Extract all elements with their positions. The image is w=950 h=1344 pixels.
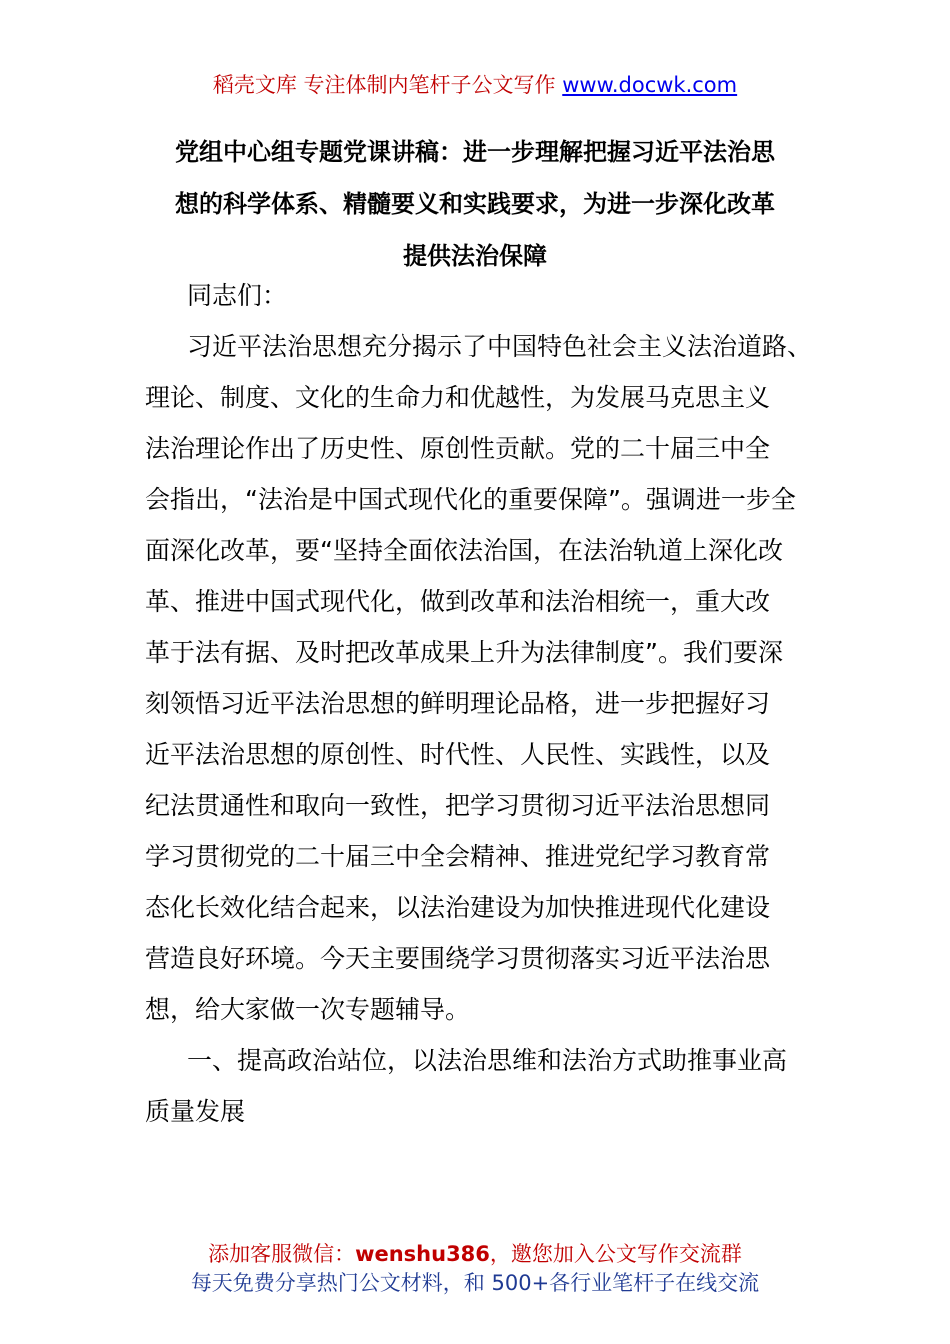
salutation: 同志们： — [187, 281, 288, 310]
paragraph-line: 近平法治思想的原创性、时代性、人民性、实践性，以及 — [145, 740, 771, 769]
paragraph-line: 会指出，“法治是中国式现代化的重要保障”。强调进一步全 — [145, 485, 796, 514]
title-line: 提供法治保障 — [403, 242, 547, 270]
paragraph-line: 面深化改革，要“坚持全面依法治国，在法治轨道上深化改 — [145, 536, 783, 565]
paragraph-line: 革于法有据、及时把改革成果上升为法律制度”。我们要深 — [145, 638, 783, 667]
footer-suffix: ，邀您加入公文写作交流群 — [489, 1242, 742, 1266]
page-header — [0, 70, 950, 100]
paragraph-line: 革、推进中国式现代化，做到改革和法治相统一，重大改 — [145, 587, 771, 616]
section-heading-line: 一、提高政治站位，以法治思维和法治方式助推事业高 — [187, 1046, 788, 1075]
section-heading-line: 质量发展 — [145, 1097, 246, 1126]
paragraph-line: 刻领悟习近平法治思想的鲜明理论品格，进一步把握好习 — [145, 689, 771, 718]
header-site-link[interactable]: www.docwk.com — [562, 73, 738, 97]
title-line: 党组中心组专题党课讲稿：进一步理解把握习近平法治思 — [175, 138, 775, 166]
footer-prefix: 添加客服微信： — [208, 1242, 356, 1266]
title-line: 想的科学体系、精髓要义和实践要求，为进一步深化改革 — [175, 190, 775, 218]
document-title — [145, 126, 805, 282]
page-footer — [0, 1240, 950, 1298]
footer-wechat-id: wenshu386 — [355, 1242, 490, 1266]
footer-contact-line — [0, 1240, 950, 1269]
paragraph-line: 法治理论作出了历史性、原创性贡献。党的二十届三中全 — [145, 434, 771, 463]
header-brand-text: 稻壳文库 专注体制内笔杆子公文写作 — [212, 73, 556, 97]
paragraph-line: 纪法贯通性和取向一致性，把学习贯彻习近平法治思想同 — [145, 791, 771, 820]
paragraph-line: 习近平法治思想充分揭示了中国特色社会主义法治道路、 — [187, 332, 813, 361]
paragraph-line: 学习贯彻党的二十届三中全会精神、推进党纪学习教育常 — [145, 842, 771, 871]
paragraph-line: 态化长效化结合起来，以法治建设为加快推进现代化建设 — [145, 893, 771, 922]
document-body — [145, 270, 813, 1137]
paragraph-line: 营造良好环境。今天主要围绕学习贯彻落实习近平法治思 — [145, 944, 771, 973]
paragraph-line: 理论、制度、文化的生命力和优越性，为发展马克思主义 — [145, 383, 771, 412]
footer-promo-line: 每天免费分享热门公文材料，和 500+各行业笔杆子在线交流 — [190, 1271, 760, 1295]
paragraph-line: 想，给大家做一次专题辅导。 — [145, 995, 471, 1024]
